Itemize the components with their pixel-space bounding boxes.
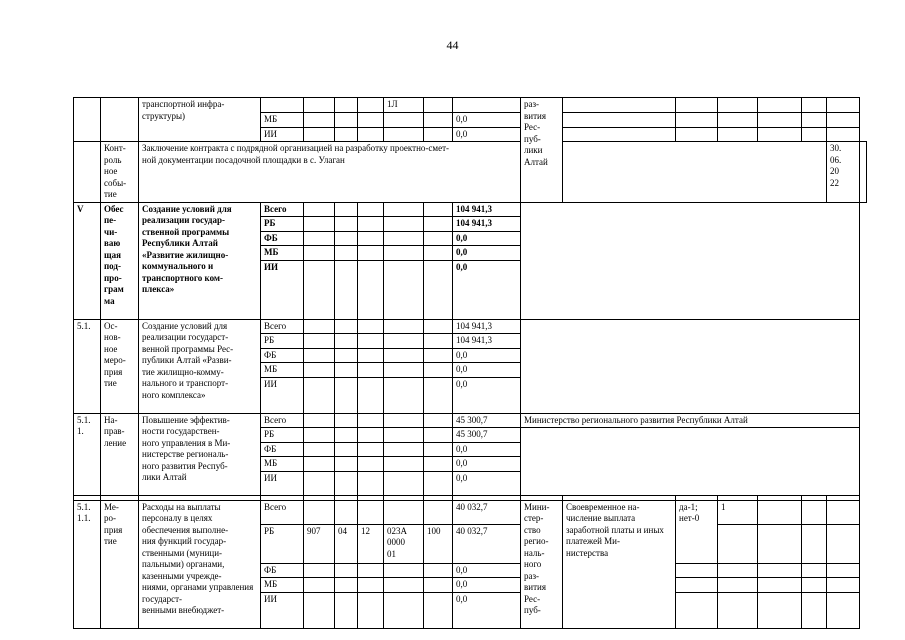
- type-cell: Ме- ро- прия тие: [101, 500, 139, 628]
- cell: [676, 98, 718, 113]
- table-row: [74, 413, 867, 428]
- cell: [827, 98, 860, 113]
- amount-cell: 0,0: [453, 563, 521, 578]
- source-cell: РБ: [261, 428, 304, 443]
- unit-cell: да-1; нет-0: [676, 500, 718, 563]
- kbk-cs-cell: 023А 0000 01: [384, 524, 424, 563]
- cell: [358, 98, 384, 113]
- number-cell: 5.1. 1.: [74, 413, 101, 495]
- amount-cell: 0,0: [453, 592, 521, 628]
- source-cell: ИИ: [261, 471, 304, 495]
- type-cell: Конт- роль ное собы- тие: [101, 142, 139, 203]
- source-cell: Всего: [261, 202, 304, 217]
- source-cell: ИИ: [261, 127, 304, 142]
- source-cell: МБ: [261, 113, 304, 128]
- amount-cell: 45 300,7: [453, 413, 521, 428]
- source-cell: ИИ: [261, 592, 304, 628]
- source-cell: ИИ: [261, 377, 304, 413]
- table-row: [74, 202, 867, 217]
- kbk-cell: 1Л: [384, 98, 424, 113]
- cell: [521, 319, 860, 413]
- source-cell: РБ: [261, 334, 304, 349]
- amount-cell: [453, 98, 521, 113]
- source-cell: Всего: [261, 319, 304, 334]
- task-cell: Заключение контракта с подрядной организацией на разработку проектно-смет- ной документации посадочной площадки в с. Улаган: [139, 142, 521, 203]
- cell: [521, 202, 860, 319]
- type-cell: На- прав- ление: [101, 413, 139, 495]
- indicator-cell: Своевременное на- числение выплата заработной платы и иных платежей Ми- нистерства: [563, 500, 676, 628]
- cell: [521, 428, 860, 496]
- amount-cell: 0,0: [453, 127, 521, 142]
- cell: [335, 98, 358, 113]
- cell: [304, 98, 335, 113]
- executor-cell: Министерство регионального развития Республики Алтай: [521, 413, 860, 428]
- cell: [802, 98, 827, 113]
- cell: [758, 98, 802, 113]
- cell: [101, 98, 139, 142]
- task-cell: Создание условий для реализации государст- венной программы Рес- публики Алтай «Разви- тие жилищно-комму- нального и транспорт- ного комплекса»: [139, 319, 261, 413]
- source-cell: МБ: [261, 578, 304, 593]
- amount-cell: 0,0: [453, 471, 521, 495]
- type-cell: Обес пе- чи- ваю щая под- про- грам ма: [101, 202, 139, 319]
- source-cell: ФБ: [261, 348, 304, 363]
- amount-cell: 104 941,3: [453, 217, 521, 232]
- amount-cell: 0,0: [453, 260, 521, 319]
- number-cell: 5.1. 1.1.: [74, 500, 101, 628]
- task-cell: Создание условий для реализации государ- ственной программы Республики Алтай «Развитие жилищно- коммунального и транспортного ком- плекса»: [139, 202, 261, 319]
- source-cell: МБ: [261, 363, 304, 378]
- amount-cell: 0,0: [453, 231, 521, 246]
- number-cell: V: [74, 202, 101, 319]
- kbk-pr-cell: 12: [358, 524, 384, 563]
- cell: [563, 142, 827, 203]
- task-cell: Повышение эффектив- ности государствен- ного управления в Ми- нистерстве региональ- ного развития Респуб- лики Алтай: [139, 413, 261, 495]
- cell: [74, 98, 101, 142]
- cell: [718, 98, 758, 113]
- source-cell: ФБ: [261, 563, 304, 578]
- amount-cell: 104 941,3: [453, 319, 521, 334]
- amount-cell: 0,0: [453, 363, 521, 378]
- program-table: [73, 97, 867, 629]
- page-number: 44: [446, 38, 459, 52]
- amount-cell: 40 032,7: [453, 524, 521, 563]
- executor-cell: Мини- стер- ство регио- наль- ного раз- вития Рес- пуб-: [521, 500, 563, 628]
- amount-cell: 45 300,7: [453, 428, 521, 443]
- amount-cell: 40 032,7: [453, 500, 521, 524]
- table-row: [74, 319, 867, 334]
- source-cell: МБ: [261, 457, 304, 472]
- amount-cell: 0,0: [453, 377, 521, 413]
- source-cell: Всего: [261, 500, 304, 524]
- kbk-rz-cell: 04: [335, 524, 358, 563]
- source-cell: Всего: [261, 413, 304, 428]
- type-cell: Ос- нов- ное меро- прия тие: [101, 319, 139, 413]
- task-cell: транспортной инфра- структуры): [139, 98, 261, 142]
- task-cell: Расходы на выплаты персоналу в целях обеспечения выполне- ния функций государ- ственными (муници- пальными) органами, казенными учрежде- ниями, органами управления государст- венными внебюджет-: [139, 500, 261, 628]
- source-cell: РБ: [261, 217, 304, 232]
- cell: [860, 142, 867, 203]
- source-cell: РБ: [261, 524, 304, 563]
- source-cell: ФБ: [261, 442, 304, 457]
- date-cell: 30. 06. 20 22: [827, 142, 860, 203]
- amount-cell: 104 941,3: [453, 334, 521, 349]
- kbk-vr-cell: 100: [424, 524, 453, 563]
- table-row: [74, 98, 867, 113]
- amount-cell: 0,0: [453, 578, 521, 593]
- cell: [563, 98, 676, 113]
- number-cell: 5.1.: [74, 319, 101, 413]
- cell: [74, 142, 101, 203]
- value-cell: 1: [718, 500, 758, 524]
- amount-cell: 0,0: [453, 246, 521, 261]
- source-cell: ФБ: [261, 231, 304, 246]
- amount-cell: 0,0: [453, 113, 521, 128]
- amount-cell: 104 941,3: [453, 202, 521, 217]
- amount-cell: 0,0: [453, 442, 521, 457]
- table-row: [74, 142, 867, 203]
- source-cell: МБ: [261, 246, 304, 261]
- cell: [424, 98, 453, 113]
- executor-cell: раз- вития Рес- пуб- лики Алтай: [521, 98, 563, 203]
- source-cell: [261, 98, 304, 113]
- table-row: [74, 500, 867, 524]
- amount-cell: 0,0: [453, 348, 521, 363]
- amount-cell: 0,0: [453, 457, 521, 472]
- source-cell: ИИ: [261, 260, 304, 319]
- kbk-gr-cell: 907: [304, 524, 335, 563]
